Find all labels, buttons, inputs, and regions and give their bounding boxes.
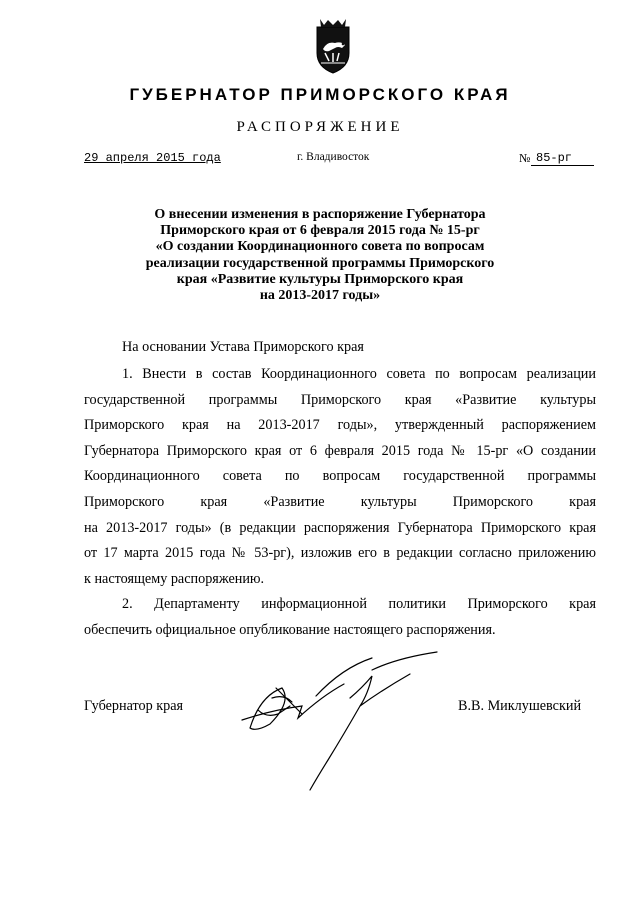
title-line: «О создании Координационного совета по вопросам <box>155 239 485 255</box>
paragraph-line: Приморского края «Развитие культуры Приморского края <box>84 493 596 510</box>
signer-name: В.В. Миклушевский <box>458 698 582 714</box>
document-title <box>130 207 510 304</box>
paragraph-line: Губернатора Приморского края от 6 февраля 2015 года № 15-рг «О создании <box>84 442 596 459</box>
document-date: 29 апреля 2015 года <box>84 151 221 165</box>
handwritten-signature <box>232 648 442 793</box>
paragraph-line: 2. Департаменту информационной политики Приморского края <box>122 596 596 612</box>
paragraph-line: 1. Внести в состав Координационного совета по вопросам реализации <box>122 366 596 382</box>
document-city: г. Владивосток <box>297 151 370 163</box>
paragraph-line: государственной программы Приморского края «Развитие культуры <box>84 391 596 408</box>
title-line: на 2013-2017 годы» <box>259 288 381 304</box>
issuer-title: ГУБЕРНАТОР ПРИМОРСКОГО КРАЯ <box>129 85 511 104</box>
title-line: Приморского края от 6 февраля 2015 года № 15-рг <box>160 223 480 239</box>
legal-basis: На основании Устава Приморского края <box>122 339 364 355</box>
paragraph-line: от 17 марта 2015 года № 53-рг), изложив его в редакции согласно приложению <box>84 545 596 562</box>
coat-of-arms-emblem <box>311 17 355 75</box>
paragraph-line: Координационного совета по вопросам государственной программы <box>84 468 596 485</box>
document-number-label: № <box>519 151 531 165</box>
paragraph-line: обеспечить официальное опубликование настоящего распоряжения. <box>84 621 496 638</box>
title-line: края «Развитие культуры Приморского края <box>176 271 464 287</box>
document-type: РАСПОРЯЖЕНИЕ <box>236 119 404 135</box>
paragraph-2 <box>84 592 596 643</box>
document-number: 85-рг <box>536 151 573 165</box>
title-line: реализации государственной программы Приморского <box>145 255 495 271</box>
title-line: О внесении изменения в распоряжение Губернатора <box>154 207 486 222</box>
paragraph-line: к настоящему распоряжению. <box>84 570 265 587</box>
signer-role: Губернатор края <box>84 698 184 714</box>
paragraph-line: Приморского края на 2013-2017 годы», утвержденный распоряжением <box>84 417 596 434</box>
paragraph-line: на 2013-2017 годы» (в редакции распоряжения Губернатора Приморского края <box>84 519 596 536</box>
number-underline <box>531 165 594 166</box>
paragraph-1 <box>84 362 596 592</box>
